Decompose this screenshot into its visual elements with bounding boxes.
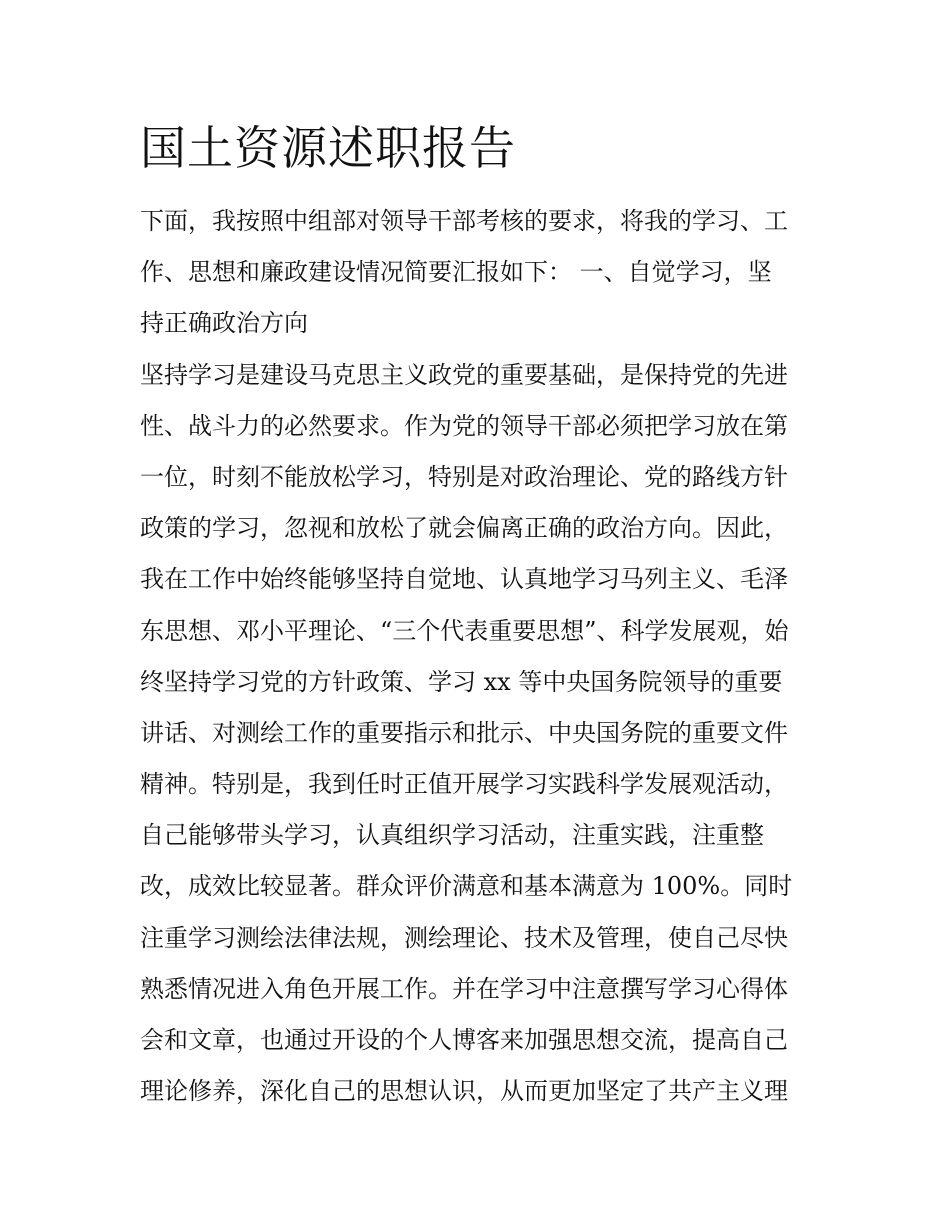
text-line: 下面，我按照中组部对领导干部考核的要求，将我的学习、工 — [140, 207, 788, 235]
text-line: 改，成效比较显著。群众评价满意和基本满意为 100%。同时 — [140, 872, 793, 901]
text-line: 作、思想和廉政建设情况简要汇报如下： 一、自觉学习，坚 — [140, 258, 772, 287]
text-line: 讲话、对测绘工作的重要指示和批示、中央国务院的重要文件 — [140, 718, 788, 747]
text-line: 理论修养，深化自己的思想认识，从而更加坚定了共产主义理 — [140, 1077, 788, 1106]
text-line: 坚持学习是建设马克思主义政党的重要基础，是保持党的先进 — [140, 360, 788, 389]
text-line: 精神。特别是，我到任时正值开展学习实践科学发展观活动， — [140, 770, 788, 799]
document-body — [140, 196, 820, 1117]
text-line: 一位，时刻不能放松学习，特别是对政治理论、党的路线方针 — [140, 462, 788, 491]
text-line: 东思想、邓小平理论、“三个代表重要思想”、科学发展观，始 — [140, 616, 789, 645]
document-title: 国土资源述职报告 — [140, 121, 516, 175]
text-line: 自己能够带头学习，认真组织学习活动，注重实践，注重整 — [140, 821, 764, 850]
text-line: 注重学习测绘法律法规，测绘理论、技术及管理，使自己尽快 — [140, 923, 788, 952]
text-line: 熟悉情况进入角色开展工作。并在学习中注意撰写学习心得体 — [140, 974, 788, 1003]
text-line: 持正确政治方向 — [140, 309, 308, 338]
text-line: 我在工作中始终能够坚持自觉地、认真地学习马列主义、毛泽 — [140, 565, 788, 594]
text-line: 性、战斗力的必然要求。作为党的领导干部必须把学习放在第 — [140, 411, 788, 440]
text-line: 政策的学习，忽视和放松了就会偏离正确的政治方向。因此， — [140, 514, 788, 543]
text-line: 会和文章，也通过开设的个人博客来加强思想交流，提高自己 — [140, 1026, 788, 1054]
text-line: 终坚持学习党的方针政策、学习 xx 等中央国务院领导的重要 — [140, 667, 783, 696]
